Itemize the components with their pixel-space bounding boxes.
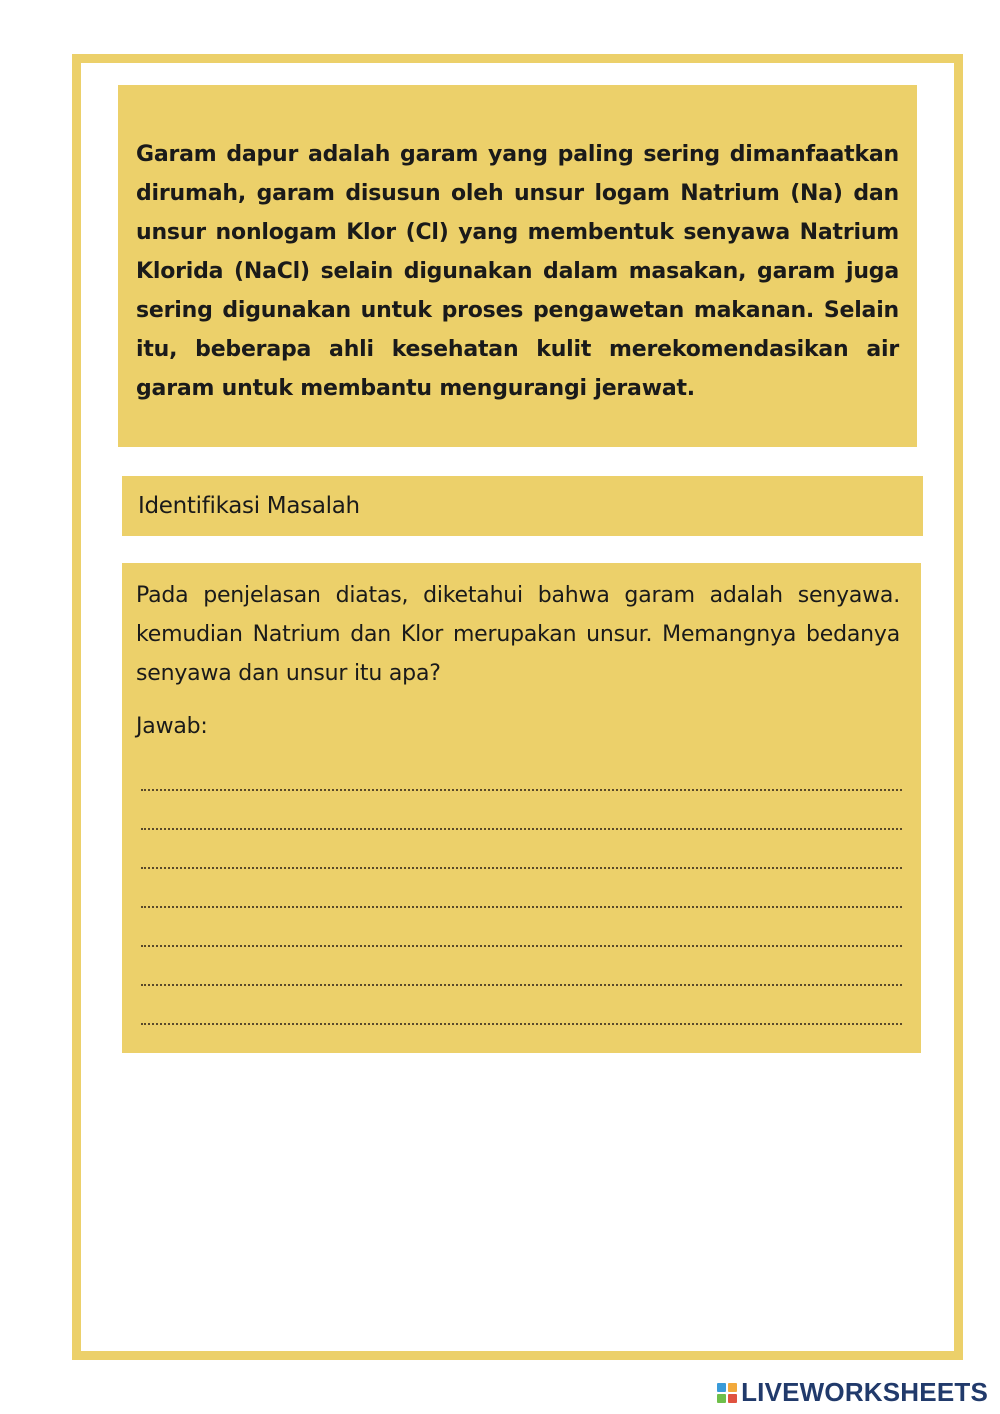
question-box xyxy=(122,563,921,1053)
answer-line[interactable] xyxy=(141,986,902,1025)
logo-square xyxy=(728,1394,737,1403)
answer-label: Jawab: xyxy=(136,714,208,739)
answer-lines xyxy=(136,752,900,1025)
logo-square xyxy=(717,1383,726,1392)
section-title: Identifikasi Masalah xyxy=(138,493,360,519)
question-text: Pada penjelasan diatas, diketahui bahwa garam adalah senyawa. kemudian Natrium dan Klor merupakan unsur. Memangnya bedanya senyawa dan unsur itu apa? xyxy=(136,583,900,686)
logo-square xyxy=(717,1394,726,1403)
liveworksheets-logo xyxy=(717,1377,988,1408)
answer-line[interactable] xyxy=(141,869,902,908)
section-heading-box xyxy=(122,476,923,536)
intro-box xyxy=(118,85,917,447)
answer-line[interactable] xyxy=(141,830,902,869)
logo-square xyxy=(728,1383,737,1392)
answer-line[interactable] xyxy=(141,947,902,986)
logo-text: LIVEWORKSHEETS xyxy=(741,1377,988,1407)
answer-line[interactable] xyxy=(141,908,902,947)
answer-line[interactable] xyxy=(141,791,902,830)
logo-grid-icon xyxy=(717,1383,737,1403)
intro-text: Garam dapur adalah garam yang paling sering dimanfaatkan dirumah, garam disusun oleh unsur logam Natrium (Na) dan unsur nonlogam Klor (Cl) yang membentuk senyawa Natrium Klorida (NaCl) selain digunakan dalam masakan, garam juga sering digunakan untuk proses pengawetan makanan. Selain itu, beberapa ahli kesehatan kulit merekomendasikan air garam untuk membantu mengurangi jerawat. xyxy=(136,142,899,401)
answer-line[interactable] xyxy=(141,752,902,791)
